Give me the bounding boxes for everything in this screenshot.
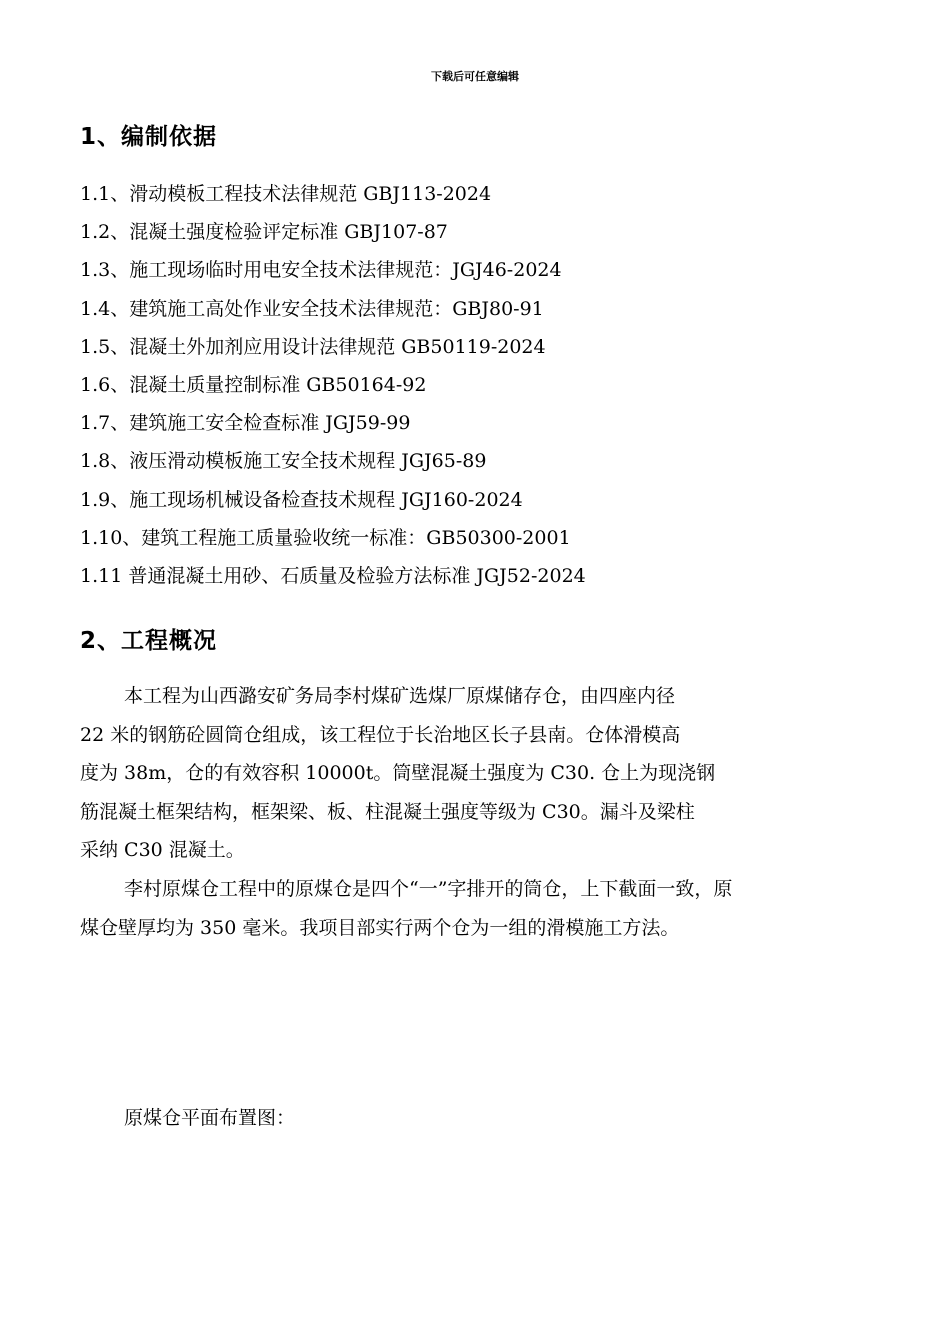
reference-item: 1.4、建筑施工高处作业安全技术法律规范：GBJ80-91 bbox=[80, 297, 544, 320]
reference-item: 1.1、滑动模板工程技术法律规范 GBJ113-2024 bbox=[80, 183, 492, 205]
overview-paragraph-2 bbox=[80, 875, 880, 952]
header-note: 下载后可任意编辑 bbox=[431, 70, 519, 83]
paragraph-line: 本工程为山西潞安矿务局李村煤矿选煤厂原煤储存仓，由四座内径 bbox=[124, 685, 676, 707]
paragraph-line: 采纳 C30 混凝土。 bbox=[80, 839, 245, 861]
reference-item: 1.11 普通混凝土用砂、石质量及检验方法标准 JGJ52-2024 bbox=[80, 564, 586, 587]
reference-item: 1.5、混凝土外加剂应用设计法律规范 GB50119-2024 bbox=[80, 335, 546, 358]
reference-item: 1.2、混凝土强度检验评定标准 GBJ107-87 bbox=[80, 221, 448, 244]
reference-list bbox=[80, 180, 880, 600]
reference-item: 1.7、建筑施工安全检查标准 JGJ59-99 bbox=[80, 412, 411, 435]
reference-item: 1.6、混凝土质量控制标准 GB50164-92 bbox=[80, 373, 427, 396]
section-1-heading: 1、编制依据 bbox=[80, 124, 218, 150]
reference-item: 1.3、施工现场临时用电安全技术法律规范：JGJ46-2024 bbox=[80, 259, 562, 282]
paragraph-line: 筋混凝土框架结构，框架梁、板、柱混凝土强度等级为 C30。漏斗及梁柱 bbox=[80, 800, 695, 823]
section-2-heading: 2、工程概况 bbox=[80, 628, 218, 654]
paragraph-line: 李村原煤仓工程中的原煤仓是四个“一”字排开的筒仓，上下截面一致，原 bbox=[124, 878, 733, 900]
paragraph-line: 22 米的钢筋砼圆筒仓组成，该工程位于长治地区长子县南。仓体滑模高 bbox=[80, 723, 681, 746]
reference-item: 1.8、液压滑动模板施工安全技术规程 JGJ65-89 bbox=[80, 450, 487, 473]
overview-paragraph-1 bbox=[80, 682, 880, 875]
paragraph-line: 度为 38m，仓的有效容积 10000t。筒壁混凝土强度为 C30. 仓上为现浇钢 bbox=[80, 762, 716, 784]
paragraph-line: 煤仓壁厚均为 350 毫米。我项目部实行两个仓为一组的滑模施工方法。 bbox=[80, 916, 680, 939]
figure-caption: 原煤仓平面布置图： bbox=[124, 1107, 296, 1129]
reference-item: 1.10、建筑工程施工质量验收统一标准：GB50300-2001 bbox=[80, 526, 571, 549]
reference-item: 1.9、施工现场机械设备检查技术规程 JGJ160-2024 bbox=[80, 488, 523, 511]
